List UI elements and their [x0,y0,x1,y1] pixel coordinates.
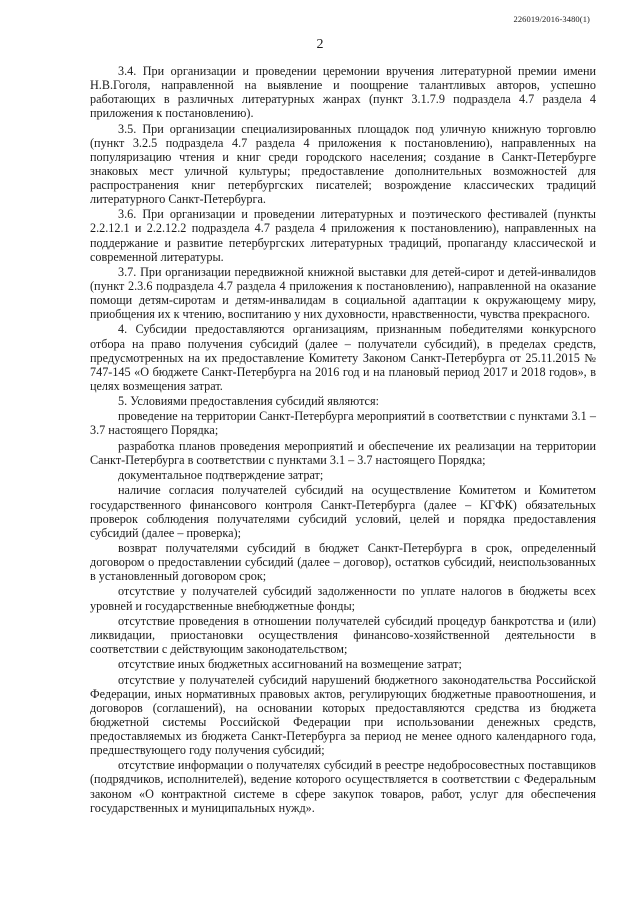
condition-item: проведение на территории Санкт-Петербурга мероприятий в соответствии с пунктами 3.1 – 3.7 настоящего Порядка; [90,409,596,438]
document-body [90,64,596,816]
condition-item: отсутствие у получателей субсидий задолженности по уплате налогов в бюджеты всех уровней и государственные внебюджетные фонды; [90,584,596,613]
document-registration-number: 226019/2016-3480(1) [513,14,590,24]
paragraph-3-4: 3.4. При организации и проведении церемонии вручения литературной премии имени Н.В.Гоголя, направленной на выявление и поощрение талантливых авторов, успешно работающих в различных литературных жанрах (пункт 3.1.7.9 подраздела 4.7 раздела 4 приложения к постановлению). [90,64,596,121]
condition-item: разработка планов проведения мероприятий и обеспечение их реализации на территории Санкт-Петербурга в соответствии с пунктами 3.1 – 3.7 настоящего Порядка; [90,438,596,467]
condition-item: отсутствие информации о получателях субсидий в реестре недобросовестных поставщиков (подрядчиков, исполнителей), ведение которого осуществляется в соответствии с Федеральным законом «О контрактной системе в сфере закупок товаров, работ, услуг для обеспечения государственных и муниципальных нужд». [90,758,596,815]
paragraph-3-6: 3.6. При организации и проведении литературных и поэтического фестивалей (пункты 2.2.12.1 и 2.2.12.2 подраздела 4.7 раздела 4 приложения к постановлению), направленных на поддержание и развитие петербургских литературных традиций, пропаганду классической и современной литературы. [90,207,596,264]
condition-item: документальное подтверждение затрат; [118,468,324,483]
page-number: 2 [316,37,324,52]
paragraph-3-5: 3.5. При организации специализированных площадок под уличную книжную торговлю (пункт 3.2.5 подраздела 4.7 раздела 4 приложения к постановлению), направленных на популяризацию чтения и книг среди городского населения; создание в Санкт-Петербурге знаковых мест уличной культуры; предоставление дополнительных возможностей для распространения книг петербургских писателей; возрождение классических традиций литературного Санкт-Петербурга. [90,121,596,207]
condition-item: отсутствие проведения в отношении получателей субсидий процедур банкротства и (или) ликвидации, приостановки осуществления финансово-хозяйственной деятельности в соответствии с действующим законодательством; [90,613,596,656]
paragraph-5: 5. Условиями предоставления субсидий являются: [118,394,379,409]
condition-item: возврат получателями субсидий в бюджет Санкт-Петербурга в срок, определенный договором о предоставлении субсидий (далее – договор), остатков субсидий, неиспользованных в установленный договором срок; [90,540,596,584]
paragraph-3-7: 3.7. При организации передвижной книжной выставки для детей-сирот и детей-инвалидов (пункт 2.3.6 подраздела 4.7 раздела 4 приложения к постановлению), направленной на оказание помощи детям-сиротам и детям-инвалидам в социальной адаптации к окружающему миру, приобщения их к чтению, воспитанию у них духовности, нравственности, чувства прекрасного. [90,264,596,322]
condition-item: отсутствие иных бюджетных ассигнований на возмещение затрат; [118,657,462,672]
condition-item: отсутствие у получателей субсидий нарушений бюджетного законодательства Российской Федерации, иных нормативных правовых актов, регулирующих бюджетные правоотношения, и договоров (соглашений), на основании которых предоставляются средства из бюджета бюджетной системы Российской Федерации при использовании денежных средств, предоставляемых из бюджета Санкт-Петербурга за период не менее одного календарного года, предшествующего году получения субсидий; [90,672,596,758]
condition-item: наличие согласия получателей субсидий на осуществление Комитетом и Комитетом государственного финансового контроля Санкт-Петербурга (далее – КГФК) обязательных проверок соблюдения получателями субсидий условий, целей и порядка предоставления субсидий (далее – проверка); [90,483,596,540]
paragraph-4: 4. Субсидии предоставляются организациям, признанным победителями конкурсного отбора на право получения субсидий (далее – получатели субсидий), в пределах средств, предусмотренных на их предоставление Комитету Законом Санкт-Петербурга от 25.11.2015 № 747-145 «О бюджете Санкт-Петербурга на 2016 год и на плановый период 2017 и 2018 годов», в целях возмещения затрат. [90,322,596,393]
